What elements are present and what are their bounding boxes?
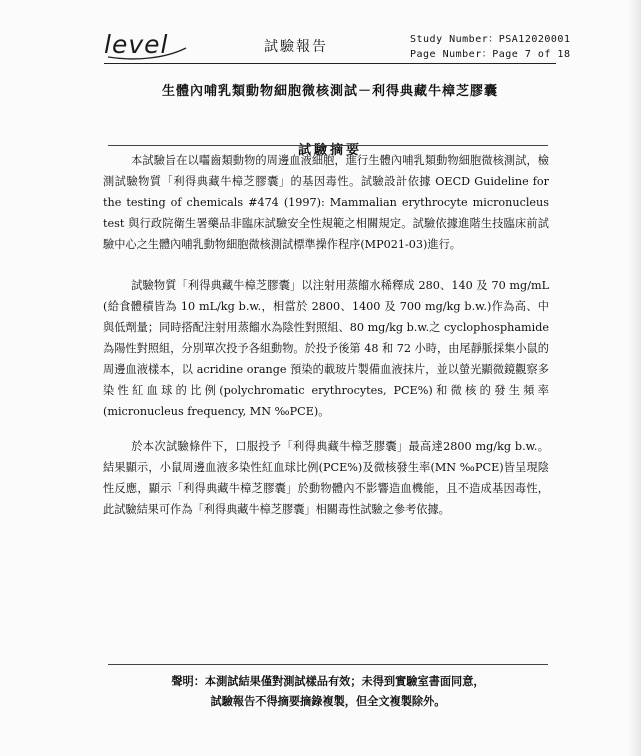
section-title: 試驗摘要 (297, 143, 362, 158)
summary-top-divider (108, 145, 548, 146)
disclaimer-line-2: 試驗報告不得摘要摘錄複製，但全文複製除外。 (210, 694, 446, 708)
study-info-block (410, 32, 570, 62)
disclaimer-line-1: 聲明：本測試結果僅對測試樣品有效；未得到實驗室書面同意， (171, 674, 485, 688)
summary-paragraph-2 (103, 275, 549, 422)
header-divider (104, 63, 556, 64)
study-number: Study Number：PSA12020001 (410, 34, 571, 45)
company-logo (104, 30, 190, 60)
paragraph-text: 試驗物質「利得典藏牛樟芝膠囊」以注射用蒸餾水稀釋成 280、140 及 70 mg/mL (給食體積皆為 10 mL/kg b.w.，相當於 2800、1400 及 700 mg/kg b.w.)作為高、中與低劑量；同時搭配注射用蒸餾水為陰性對照組、80 mg/kg b.w.之 cyclophosphamide 為陽性對照組，分別單次投予各組動物。於投予後第 48 和 72 小時，由尾靜脈採集小鼠的周邊血液樣本，以 acridine orange 預染的載玻片製備血液抹片，並以螢光顯微鏡觀察多染性紅血球的比例(polychromatic erythrocytes, PCE%)和微核的發生頻率(micronucleus frequency, MN ‰PCE)。 (103, 279, 549, 418)
document-title: 生體內哺乳類動物細胞微核測試－利得典藏牛樟芝膠囊 (161, 84, 498, 99)
logo-text: level (104, 30, 169, 59)
report-type-label: 試驗報告 (264, 39, 328, 55)
page-edge-shadow (627, 0, 641, 756)
summary-paragraph-3 (103, 436, 549, 520)
summary-paragraph-1 (103, 150, 549, 255)
logo-swoosh-icon (104, 30, 190, 60)
paragraph-text: 於本次試驗條件下，口服投予「利得典藏牛樟芝膠囊」最高達2800 mg/kg b.w.。結果顯示，小鼠周邊血液多染性紅血球比例(PCE%)及微核發生率(MN ‰PCE)皆呈現陰性反應，顯示「利得典藏牛樟芝膠囊」於動物體內不影響造血機能，且不造成基因毒性，此試驗結果可作為「利得典藏牛樟芝膠囊」相關毒性試驗之參考依據。 (103, 440, 549, 516)
disclaimer (108, 671, 548, 711)
paragraph-text: 本試驗旨在以囓齒類動物的周邊血液細胞，進行生體內哺乳類動物細胞微核測試，檢測試驗物質「利得典藏牛樟芝膠囊」的基因毒性。試驗設計依據 OECD Guideline for the testing of chemicals #474 (1997): Mammalian erythrocyte micronucleus test 與行政院衛生署藥品非臨床試驗安全性規範之相關規定。試驗依據進階生技臨床前試驗中心之生體內哺乳動物細胞微核測試標準操作程序(MP021-03)進行。 (103, 154, 549, 251)
footer-divider (108, 664, 548, 665)
page-number: Page Number：Page 7 of 18 (410, 49, 571, 60)
